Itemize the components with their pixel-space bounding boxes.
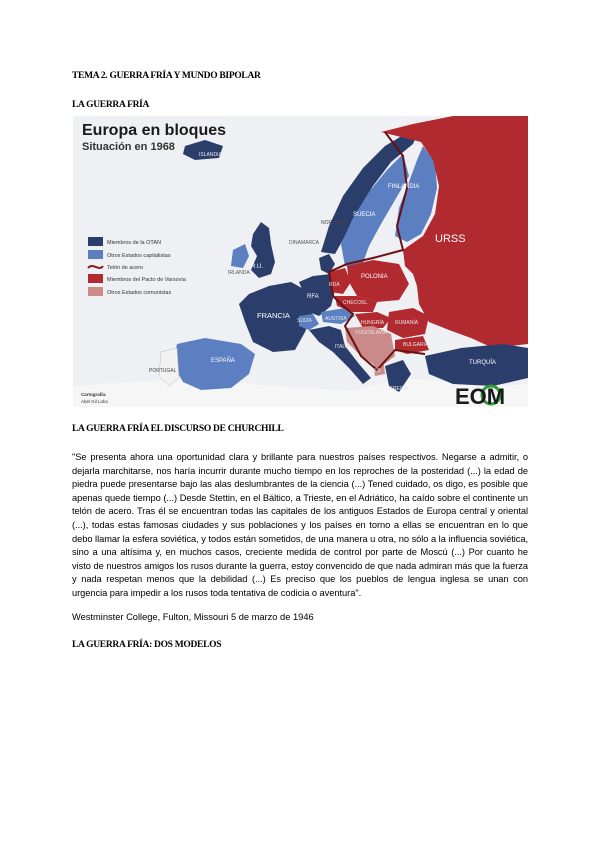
- quote-source: Westminster College, Fulton, Missouri 5 de marzo de 1946: [72, 612, 314, 622]
- label-grecia: GRECIA: [389, 386, 409, 392]
- legend-label-communist: Otros Estados comunistas: [107, 290, 172, 296]
- label-rda: RDA: [329, 282, 340, 288]
- map-title: Europa en bloques: [82, 122, 227, 139]
- churchill-quote: "Se presenta ahora una oportunidad clara y brillante para nuestros países respectivos. Negarse a admitir, o dejarla marchitarse, nos haría incurrir durante mucho tiempo en los reproches de la posteridad (...) la edad de piedra puede presentarse bajo las alas deslumbrantes de la ciencia (...) Tened cuidado, os digo, es posible que apenas quede tiempo (...) Desde Stettin, en el Báltico, a Trieste, en el Adriático, ha caído sobre el continente un telón de acero. Tras él se encuentran todas las capitales de los antiguos Estados de Europa central y oriental (...), todas estas famosas ciudades y sus poblaciones y los países en torno a ellas se encuentran en lo que debo llamar la esfera soviética, y todos están sometidos, de una manera u otra, no sólo a la influencia soviética, sino a una altísima y, en muchos casos, creciente medida de control por parte de Moscú (...) Por cuanto he visto de nuestros amigos los rusos durante la guerra, estoy convencido de que nada admiran más que la fuerza y nada respetan menos que la debilidad (...) Es preciso que los pueblos de lengua inglesa se unan con urgencia para impedir a los rusos toda tentativa de codicia o aventura".: [72, 452, 528, 598]
- label-yugoslavia: YUGOSLAVIA: [355, 330, 387, 336]
- label-rfa: RFA: [307, 294, 319, 300]
- section-heading-two-models: LA GUERRA FRÍA: DOS MODELOS: [72, 640, 222, 650]
- label-checoslovaquia: CHECOSL.: [343, 300, 369, 306]
- label-espana: ESPAÑA: [211, 358, 235, 364]
- label-finlandia: FINLANDIA: [388, 184, 420, 190]
- label-dinamarca: DINAMARCA: [289, 240, 320, 246]
- label-irlanda: IRLANDA: [228, 270, 250, 276]
- label-bulgaria: BULGARIA: [403, 342, 429, 348]
- legend-swatch-capitalist: [88, 250, 103, 259]
- logo-text: EOM: [455, 384, 506, 407]
- eom-logo: [455, 384, 505, 407]
- legend-label-warsaw: Miembros del Pacto de Varsovia: [107, 277, 186, 283]
- map-credit-label: Cartografía:: [81, 392, 107, 397]
- label-urss: URSS: [435, 233, 466, 245]
- map-subtitle: Situación en 1968: [82, 141, 175, 153]
- label-albania: ALB.: [371, 368, 382, 374]
- section-heading-cold-war: LA GUERRA FRÍA: [72, 100, 150, 110]
- label-noruega: NORUEGA: [321, 220, 347, 226]
- legend-label-iron-curtain: Telón de acero: [107, 265, 144, 271]
- label-italia: ITALIA: [335, 344, 350, 350]
- map-credit-name: Abel Gil Lobo: [81, 399, 109, 404]
- label-suecia: SUECIA: [353, 212, 376, 218]
- label-rumania: RUMANÍA: [395, 320, 419, 326]
- legend-label-capitalist: Otros Estados capitalistas: [107, 253, 171, 259]
- legend-label-nato: Miembros de la OTAN: [107, 240, 161, 246]
- label-suiza: SUIZA: [297, 318, 312, 324]
- section-heading-churchill: LA GUERRA FRÍA EL DISCURSO DE CHURCHILL: [72, 424, 284, 434]
- label-hungria: HUNGRÍA: [361, 320, 385, 326]
- legend-swatch-warsaw: [88, 274, 103, 283]
- label-turquia: TURQUÍA: [469, 360, 496, 366]
- label-islandia: ISLANDIA: [199, 152, 222, 158]
- legend-swatch-communist: [88, 287, 103, 296]
- label-austria: AUSTRIA: [325, 316, 347, 322]
- europe-blocs-map: [73, 116, 528, 407]
- label-ru: R.U.: [251, 264, 263, 270]
- label-polonia: POLONIA: [361, 274, 388, 280]
- legend-swatch-nato: [88, 237, 103, 246]
- topic-heading: TEMA 2. GUERRA FRÍA Y MUNDO BIPOLAR: [72, 71, 261, 81]
- label-portugal: PORTUGAL: [149, 368, 177, 374]
- label-francia: FRANCIA: [257, 311, 290, 320]
